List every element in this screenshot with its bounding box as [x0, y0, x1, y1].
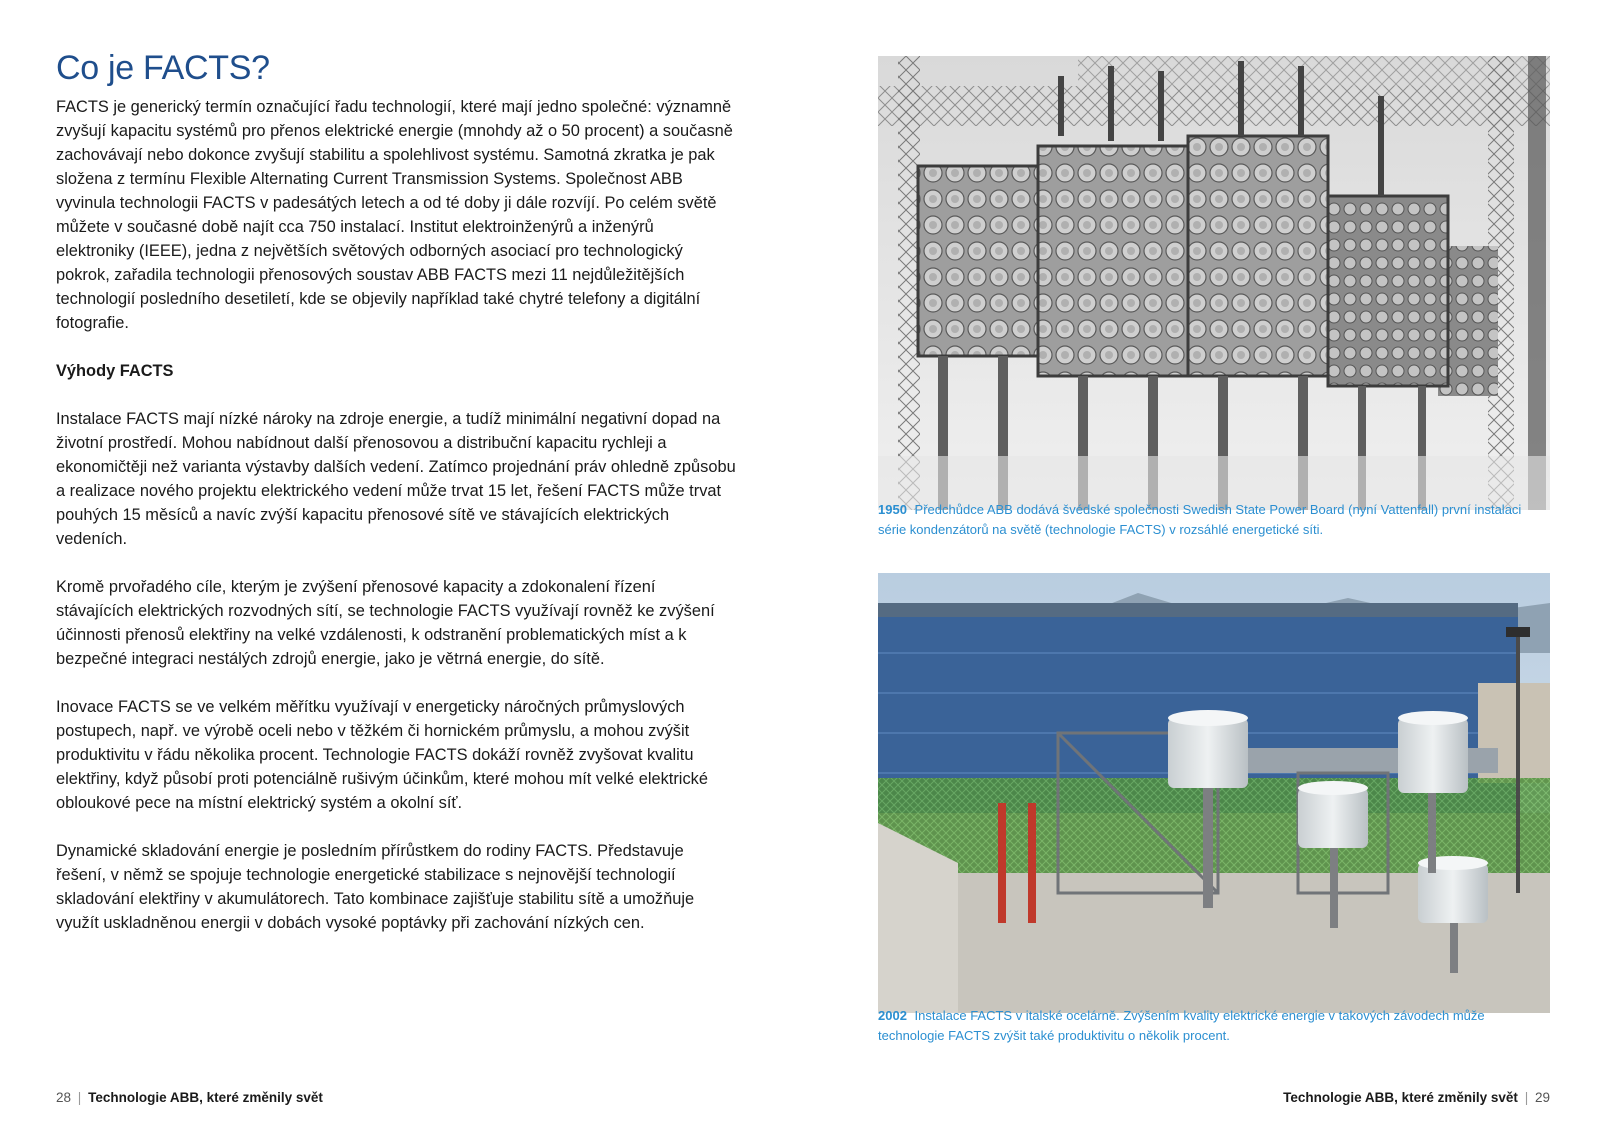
page-number-right: 29: [1534, 1090, 1550, 1105]
photo-1950-capacitor-bank: [878, 56, 1550, 510]
photo-2002-steelworks-facts: [878, 573, 1550, 1013]
caption-1950: [878, 500, 1550, 540]
footer-right: [1283, 1089, 1550, 1107]
section-heading: Výhody FACTS: [56, 362, 174, 380]
footer-title-left: Technologie ABB, které změnily svět: [88, 1090, 323, 1105]
body-paragraph: Inovace FACTS se ve velkém měřítku využívají v energeticky náročných průmyslových postupech, např. ve výrobě oceli nebo v těžkém či hornickém průmyslu, a mohou zvýšit produktivitu v řádu několika procent. Technologie FACTS dokáží rovněž zvyšovat kvalitu elektřiny, když působí proti potenciálně rušivým účinkům, které mohou mít velké elektrické obloukové pece na místní elektrický systém a okolní síť.: [56, 698, 708, 812]
footer-left: [56, 1089, 323, 1107]
caption-year: 2002: [878, 1008, 907, 1023]
caption-year: 1950: [878, 502, 907, 517]
page-number-left: 28: [56, 1090, 72, 1105]
caption-2002: [878, 1006, 1550, 1046]
left-page-content: [56, 44, 736, 935]
body-paragraph: Instalace FACTS mají nízké nároky na zdroje energie, a tudíž minimální negativní dopad na životní prostředí. Mohou nabídnout další přenosovou a distribuční kapacitu rychleji a ekonomičtěji než varianta výstavby dalších vedení. Zatímco projednání práv ohledně způsobu a realizace nového projektu elektrického vedení může trvat 15 let, řešení FACTS může trvat pouhých 15 měsíců a navíc zvýší kapacitu přenosové sítě ve stávajících elektrických vedeních.: [56, 410, 736, 548]
footer-separator: |: [77, 1090, 82, 1105]
caption-text: Předchůdce ABB dodává švédské společnosti Swedish State Power Board (nyní Vattenfall) první instalaci série kondenzátorů na světě (technologie FACTS) v rozsáhlé energetické síti.: [878, 502, 1522, 537]
body-paragraph: Kromě prvořadého cíle, kterým je zvýšení přenosové kapacity a zdokonalení řízení stávajících elektrických rozvodných sítí, se technologie FACTS využívají rovněž ke zvýšení účinnosti přenosů elektřiny na velké vzdálenosti, k odstranění problematických míst a k bezpečné integraci nestálých zdrojů energie, jako je větrná energie, do sítě.: [56, 578, 715, 668]
page-title: Co je FACTS?: [56, 49, 270, 87]
intro-paragraph: FACTS je generický termín označující řadu technologií, které mají jedno společné: významně zvyšují kapacitu systémů pro přenos elektrické energie (mnohdy až o 50 procent) a současně zachovávají nebo dokonce zvyšují stabilitu a spolehlivost systému. Samotná zkratka je pak složena z termínu Flexible Alternating Current Transmission Systems. Společnost ABB vyvinula technologii FACTS v padesátých letech a od té doby ji dále rozvíjí. Po celém světě můžete v současné době najít cca 750 instalací. Institut elektroinženýrů a inženýrů elektroniky (IEEE), jedna z největších světových odborných asociací pro technologický pokrok, zařadila technologii přenosových soustav ABB FACTS mezi 11 nejdůležitějších technologií posledního desetiletí, kde se objevily například také chytré telefony a digitální fotografie.: [56, 98, 733, 332]
footer-title-right: Technologie ABB, které změnily svět: [1283, 1090, 1518, 1105]
footer-separator: |: [1524, 1090, 1529, 1105]
caption-text: Instalace FACTS v italské ocelárně. Zvýšením kvality elektrické energie v takových závodech může technologie FACTS zvýšit také produktivitu o několik procent.: [878, 1008, 1485, 1043]
body-paragraph: Dynamické skladování energie je posledním přírůstkem do rodiny FACTS. Představuje řešení, v němž se spojuje technologie energetické stabilizace s nejnovější technologií skladování elektřiny v akumulátorech. Tato kombinace zajišťuje stabilitu sítě a umožňuje využít uskladněnou energii v dobách vysoké poptávky při zachování nízkých cen.: [56, 842, 695, 932]
